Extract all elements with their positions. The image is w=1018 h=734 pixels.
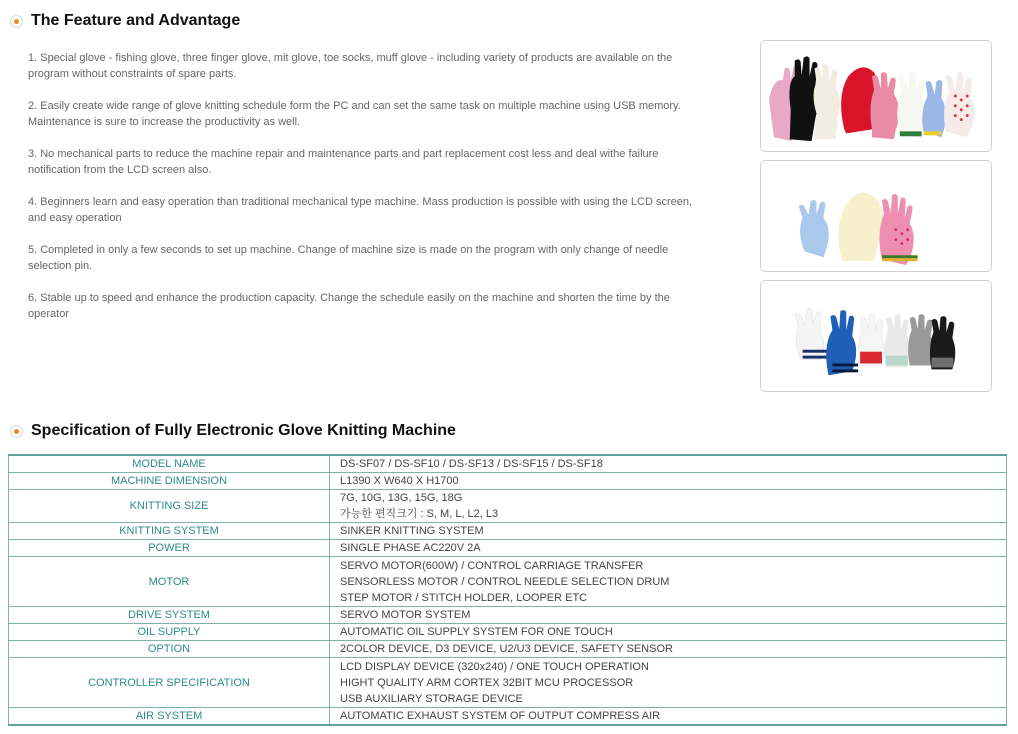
spec-value-line: L1390 X W640 X H1700 [340, 475, 459, 487]
spec-value [330, 540, 1007, 557]
table-row [9, 641, 1007, 658]
spec-value [330, 658, 1007, 708]
spec-value-line: LCD DISPLAY DEVICE (320x240) / ONE TOUCH OPERATION [340, 660, 649, 673]
spec-value [330, 641, 1007, 658]
table-row [9, 523, 1007, 540]
spec-value [330, 607, 1007, 624]
feature-title-text: The Feature and Advantage [31, 12, 241, 29]
feature-item: 2. Easily create wide range of glove knitting schedule form the PC and can set the same task on multiple machine using USB memory. Maintenance is sure to increase the productivity as well. [28, 100, 681, 128]
spec-label: AIR SYSTEM [9, 708, 330, 726]
gloves-variety-photo [760, 40, 992, 152]
spec-label: MOTOR [9, 557, 330, 607]
spec-value-line: SENSORLESS MOTOR / CONTROL NEEDLE SELECTION DRUM [340, 575, 670, 588]
spec-value-line: SINGLE PHASE AC220V 2A [340, 542, 481, 554]
spec-value-line: AUTOMATIC OIL SUPPLY SYSTEM FOR ONE TOUCH [340, 626, 613, 638]
spec-value [330, 455, 1007, 473]
spec-label: CONTROLLER SPECIFICATION [9, 658, 330, 708]
spec-value-line: STEP MOTOR / STITCH HOLDER, LOOPER ETC [340, 591, 588, 604]
feature-list [28, 50, 708, 338]
gloves-mitten-photo [760, 160, 992, 272]
spec-label: MACHINE DIMENSION [9, 473, 330, 490]
table-row [9, 557, 1007, 607]
spec-value-line: USB AUXILIARY STORAGE DEVICE [340, 692, 523, 705]
spec-value-line: 7G, 10G, 13G, 15G, 18G [340, 492, 463, 504]
gloves-striped-photo [760, 280, 992, 392]
feature-item: 1. Special glove - fishing glove, three finger glove, mit glove, toe socks, muff glove - including variety of products are available on the program without constraints of spare parts. [28, 52, 673, 80]
table-row [9, 607, 1007, 624]
spec-section-title [10, 422, 456, 440]
spec-value [330, 490, 1007, 523]
feature-item: 6. Stable up to speed and enhance the production capacity. Change the schedule easily on the machine and shorten the time by the operator [28, 292, 670, 320]
spec-label: OIL SUPPLY [9, 624, 330, 641]
spec-label: POWER [9, 540, 330, 557]
table-row [9, 455, 1007, 473]
spec-title-text: Specification of Fully Electronic Glove Knitting Machine [31, 422, 456, 439]
spec-label: KNITTING SYSTEM [9, 523, 330, 540]
spec-label: OPTION [9, 641, 330, 658]
feature-item: 5. Completed in only a few seconds to set up machine. Change of machine size is made on the program with only change of needle selection pin. [28, 244, 669, 272]
spec-value-line: SERVO MOTOR(600W) / CONTROL CARRIAGE TRANSFER [340, 559, 644, 572]
orange-bullet-icon [10, 425, 23, 438]
feature-item: 3. No mechanical parts to reduce the machine repair and maintenance parts and part replacement cost less and deal withe failure notification from the LCD screen also. [28, 148, 659, 176]
spec-value [330, 557, 1007, 607]
table-row [9, 473, 1007, 490]
spec-label: MODEL NAME [9, 455, 330, 473]
feature-item: 4. Beginners learn and easy operation than traditional mechanical type machine. Mass production is possible with using the LCD screen, and easy operation [28, 196, 693, 224]
spec-value-line: 2COLOR DEVICE, D3 DEVICE, U2/U3 DEVICE, SAFETY SENSOR [340, 643, 673, 655]
table-row [9, 708, 1007, 726]
table-row [9, 540, 1007, 557]
spec-value [330, 708, 1007, 726]
table-row [9, 490, 1007, 523]
table-row [9, 624, 1007, 641]
spec-label: DRIVE SYSTEM [9, 607, 330, 624]
spec-value-line: SERVO MOTOR SYSTEM [340, 609, 471, 621]
table-row [9, 658, 1007, 708]
orange-bullet-icon [10, 15, 23, 28]
spec-value [330, 523, 1007, 540]
spec-label: KNITTING SIZE [9, 490, 330, 523]
spec-value-line: SINKER KNITTING SYSTEM [340, 525, 484, 537]
spec-value [330, 473, 1007, 490]
feature-section-title [10, 12, 240, 30]
spec-table [8, 454, 1007, 726]
spec-value-line: 가능한 편직크기 : S, M, L, L2, L3 [340, 508, 499, 520]
spec-value [330, 624, 1007, 641]
spec-value-line: DS-SF07 / DS-SF10 / DS-SF13 / DS-SF15 / DS-SF18 [340, 458, 603, 470]
spec-value-line: HIGHT QUALITY ARM CORTEX 32BIT MCU PROCESSOR [340, 676, 634, 689]
spec-value-line: AUTOMATIC EXHAUST SYSTEM OF OUTPUT COMPRESS AIR [340, 710, 661, 722]
